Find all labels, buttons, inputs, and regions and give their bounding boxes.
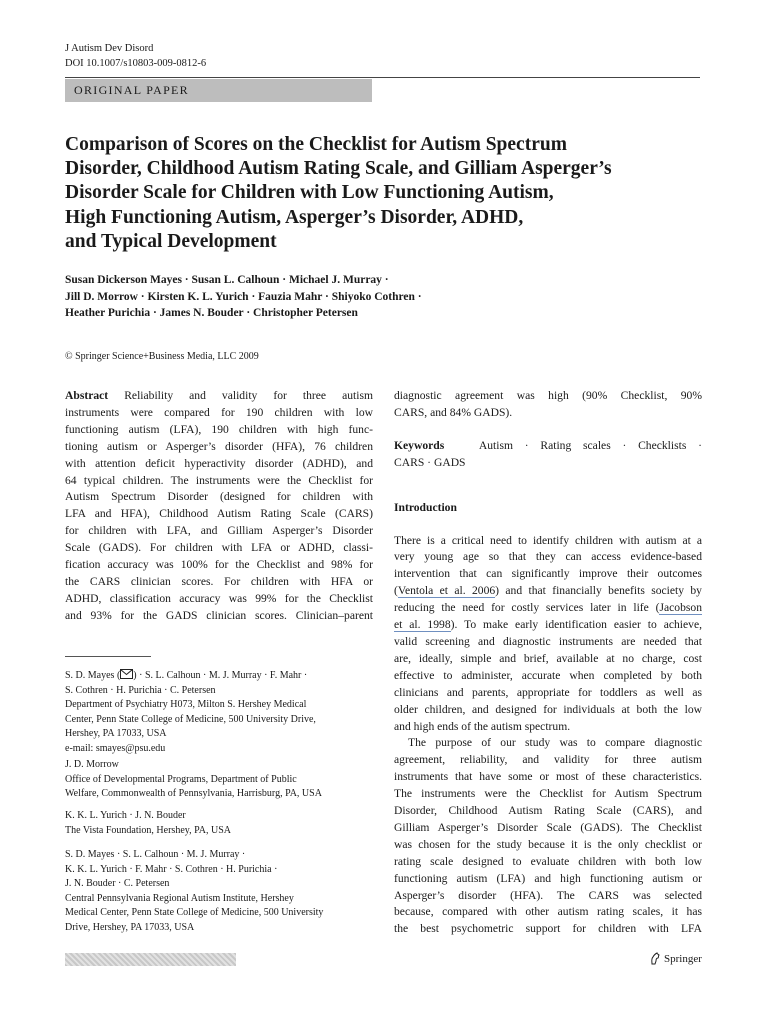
intro-line: (Ventola et al. 2006) and that financially benefits society by bbox=[394, 584, 702, 598]
affiliation-line: S. Cothren · H. Purichia · C. Petersen bbox=[65, 684, 216, 696]
paper-type-banner: ORIGINAL PAPER bbox=[65, 79, 372, 102]
section-heading-introduction: Introduction bbox=[394, 500, 457, 514]
abstract-line: LFA and HFA), Childhood Autism Rating Scale (CARS) bbox=[65, 507, 373, 521]
header-rule bbox=[65, 77, 700, 78]
abstract-line: Autism Spectrum Disorder (designed for children with bbox=[65, 490, 373, 504]
journal-name: J Autism Dev Disord bbox=[65, 43, 154, 54]
affiliation-block bbox=[65, 758, 375, 802]
affiliation-line: S. D. Mayes · S. L. Calhoun · M. J. Murray · bbox=[65, 849, 246, 860]
abstract bbox=[65, 388, 373, 625]
intro-line: effective to administer, accurate when completed by both bbox=[394, 668, 702, 682]
title-line: Comparison of Scores on the Checklist for Autism Spectrum bbox=[65, 134, 567, 155]
affiliation-line: Hershey, PA 17033, USA bbox=[65, 728, 167, 740]
intro-line: Gilliam Asperger’s Disorder Scale (GADS). The Checklist bbox=[394, 820, 702, 834]
affiliation-line: K. K. L. Yurich · J. N. Bouder bbox=[65, 810, 186, 821]
intro-line: There is a critical need to identify children with autism at a bbox=[394, 533, 702, 547]
abstract-line: functioning autism (LFA), 190 children with high func- bbox=[65, 422, 373, 436]
abstract-line: 64 typical children. The instruments were the Checklist for bbox=[65, 473, 373, 487]
publisher-logo bbox=[649, 952, 702, 965]
abstract-label: Abstract bbox=[65, 389, 109, 402]
abstract-line: instruments were compared for 190 children with low bbox=[65, 405, 373, 419]
affiliation-email[interactable]: e-mail: smayes@psu.edu bbox=[65, 742, 166, 754]
abstract-line: tioning autism or Asperger’s disorder (HFA), 76 children bbox=[65, 439, 373, 453]
intro-line: rating scale designed to evaluate children with both low bbox=[394, 854, 702, 868]
affiliation-block bbox=[65, 848, 375, 936]
affiliation-line: Central Pennsylvania Regional Autism Institute, Hershey bbox=[65, 892, 294, 904]
citation-link-ventola[interactable]: Ventola et al. 2006 bbox=[397, 584, 496, 598]
affiliation-line: J. D. Morrow bbox=[65, 759, 119, 770]
abstract-line: fication accuracy was 100% for the Checklist and 98% for bbox=[65, 558, 373, 572]
affiliation-block bbox=[65, 809, 375, 838]
intro-line: agreement, reliability, and validity for three autism bbox=[394, 753, 702, 767]
intro-line: older children, and designed for individuals at both the low bbox=[394, 702, 702, 716]
affiliation-line: Department of Psychiatry H073, Milton S. Hershey Medical bbox=[65, 699, 307, 711]
title-line: Disorder, Childhood Autism Rating Scale, and Gilliam Asperger’s bbox=[65, 158, 612, 180]
citation-link-jacobson[interactable]: Jacobson bbox=[659, 601, 702, 615]
intro-line: valid screening and diagnostic instruments are needed that bbox=[394, 634, 702, 648]
journal-doi: DOI 10.1007/s10803-009-0812-6 bbox=[65, 58, 207, 69]
intro-line: the best psychometric support for children with LFA bbox=[394, 922, 702, 936]
footer-barcode-strip bbox=[65, 953, 236, 966]
author-line: Susan Dickerson Mayes · Susan L. Calhoun · Michael J. Murray · bbox=[65, 274, 389, 286]
affiliation-line: S. D. Mayes ( ) · S. L. Calhoun · M. J. Murray · F. Mahr · bbox=[65, 670, 308, 681]
author-line: Jill D. Morrow · Kirsten K. L. Yurich · Fauzia Mahr · Shiyoko Cothren · bbox=[65, 290, 422, 303]
abstract-line: Abstract Reliability and validity for three autism bbox=[65, 389, 374, 402]
abstract-line: and 93% for the GADS clinician scores. Clinician–parent bbox=[65, 608, 373, 622]
keywords-line: Keywords Autism · Rating scales · Checklists · bbox=[394, 438, 702, 452]
intro-line: Disorder, Childhood Autism Rating Scale (CARS), and bbox=[394, 804, 702, 818]
publisher-name: Springer bbox=[664, 952, 702, 965]
envelope-icon[interactable] bbox=[120, 669, 133, 679]
author-list bbox=[65, 272, 705, 322]
springer-horse-icon bbox=[649, 952, 661, 965]
intro-line: et al. 1998). To make early identification easier to achieve, bbox=[394, 618, 702, 632]
copyright-notice: © Springer Science+Business Media, LLC 2009 bbox=[65, 351, 259, 362]
affiliation-line: The Vista Foundation, Hershey, PA, USA bbox=[65, 824, 231, 836]
title-line: and Typical Development bbox=[65, 230, 277, 252]
affiliation-line: Welfare, Commonwealth of Pennsylvania, Harrisburg, PA, USA bbox=[65, 788, 322, 800]
abstract-line: Scale (GADS). For children with LFA or ADHD, classi- bbox=[65, 541, 373, 555]
keywords-line: CARS · GADS bbox=[394, 455, 466, 469]
right-column bbox=[394, 388, 702, 938]
title-line: High Functioning Autism, Asperger’s Disorder, ADHD, bbox=[65, 206, 524, 228]
affiliation-line: J. N. Bouder · C. Petersen bbox=[65, 878, 170, 890]
title-line: Disorder Scale for Children with Low Functioning Autism, bbox=[65, 182, 554, 204]
abstract-line: with attention deficit hyperactivity disorder (ADHD), and bbox=[65, 456, 373, 470]
journal-header bbox=[65, 41, 206, 71]
intro-line: clinicians and parents, appropriate for toddlers as well as bbox=[394, 685, 702, 699]
affiliation-line: Office of Developmental Programs, Department of Public bbox=[65, 773, 297, 785]
intro-line: are, ideally, simple and brief, available at no charge, cost bbox=[394, 651, 702, 665]
abstract-line: for children with LFA, and Gilliam Asperger’s Disorder bbox=[65, 524, 373, 538]
affiliation-block bbox=[65, 669, 375, 757]
paper-title bbox=[65, 133, 705, 254]
footnote-rule bbox=[65, 656, 151, 657]
intro-line: very young age so that they can access evidence-based bbox=[394, 550, 702, 564]
intro-line: was chosen for the study because it is the only checklist or bbox=[394, 837, 702, 851]
intro-line: reducing the need for costly services later in life (Jacobson bbox=[394, 601, 702, 615]
author-line: Heather Purichia · James N. Bouder · Christopher Petersen bbox=[65, 307, 358, 319]
intro-line: The instruments were the Checklist for Autism Spectrum bbox=[394, 787, 702, 801]
affiliation-line: Drive, Hershey, PA 17033, USA bbox=[65, 921, 195, 933]
affiliation-line: Medical Center, Penn State College of Medicine, 500 University bbox=[65, 907, 324, 919]
intro-line: and high ends of the autism spectrum. bbox=[394, 719, 571, 733]
abstract-line: CARS, and 84% GADS). bbox=[394, 405, 513, 419]
intro-line: because, compared with other autism rating scales, it has bbox=[394, 905, 702, 919]
abstract-line: ADHD, classification accuracy was 99% for the Checklist bbox=[65, 591, 373, 605]
intro-line: instruments that have some or most of these characteristics. bbox=[394, 770, 702, 784]
intro-line: intervention that can significantly improve their outcomes bbox=[394, 567, 702, 581]
affiliation-line: Center, Penn State College of Medicine, 500 University Drive, bbox=[65, 713, 316, 725]
keywords-label: Keywords bbox=[394, 438, 445, 452]
abstract-line: the CARS clinician scores. For children with HFA or bbox=[65, 574, 373, 588]
intro-line: Asperger’s disorder (HFA). The CARS was selected bbox=[394, 888, 702, 902]
affiliation-line: K. K. L. Yurich · F. Mahr · S. Cothren · H. Purichia · bbox=[65, 863, 278, 875]
intro-line: The purpose of our study was to compare diagnostic bbox=[408, 736, 702, 750]
citation-link-jacobson-cont[interactable]: et al. 1998 bbox=[394, 618, 451, 632]
intro-line: functioning autism (LFA) and high functioning autism or bbox=[394, 871, 702, 885]
abstract-line: diagnostic agreement was high (90% Checklist, 90% bbox=[394, 389, 702, 402]
